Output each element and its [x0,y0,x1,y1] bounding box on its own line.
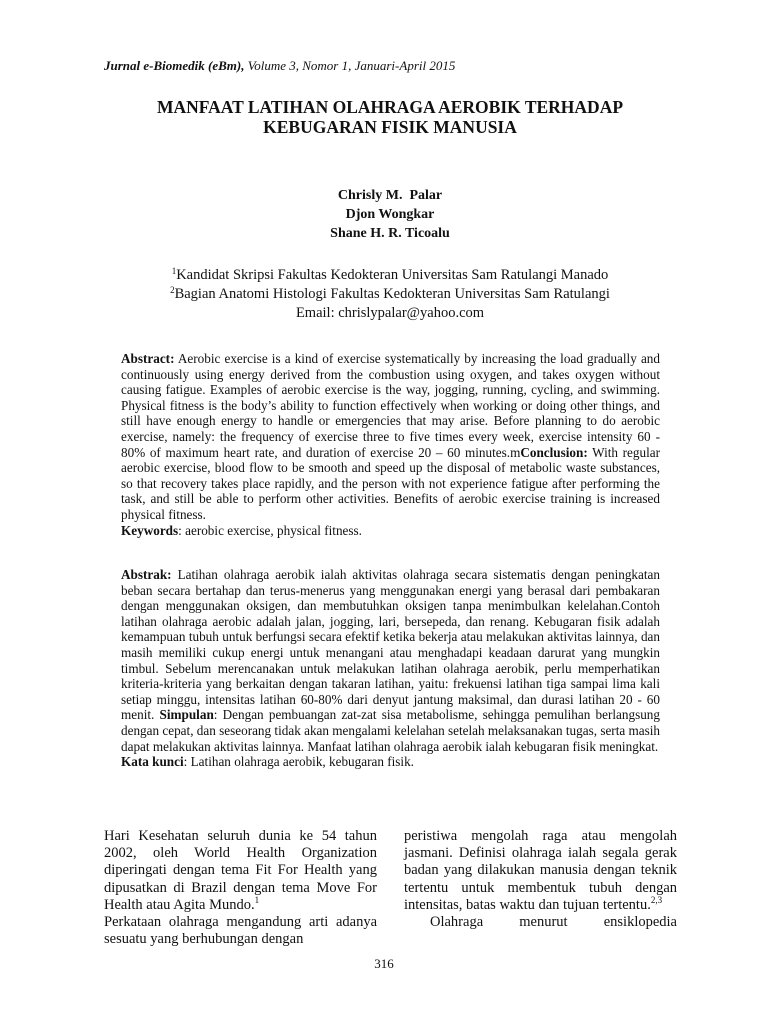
body-left-column [104,828,377,948]
title-line-2: KEBUGARAN FISIK MANUSIA [263,117,517,137]
left-column-text-2: Perkataan olahraga mengandung arti adanya sesuatu yang berhubungan dengan [104,914,377,948]
journal-name: Jurnal e-Biomedik (eBm), [104,58,245,73]
affiliation-1 [110,266,670,285]
kata-kunci-label: Kata kunci [121,754,184,770]
affiliation-2 [110,285,670,304]
abstrak-body [121,567,660,754]
right-column-ref: 2,3 [650,894,663,905]
keywords-text: : aerobic exercise, physical fitness. [178,522,362,538]
simpulan-label: Simpulan [159,707,214,723]
title-line-1: MANFAAT LATIHAN OLAHRAGA AEROBIK TERHADAP [156,97,624,117]
simpulan-text: : Dengan pembuangan zat-zat sisa metabolisme, sehingga pemulihan berlangsung dengan cepat, dan seseorang tidak akan mengalami kelelahan setelah melaksanakan tugas, serta masih dapat melakukan aktivitas lainnya. Manfaat latihan olahraga aerobik ialah kebugaran fisik meningkat. [121,707,661,754]
body-right-column [404,828,677,931]
journal-issue: Volume 3, Nomor 1, Januari-April 2015 [244,58,456,73]
affiliation-1-mark: 1 [171,266,177,276]
author-email: Email: chrislypalar@yahoo.com [295,305,485,321]
keywords-label: Keywords [121,522,179,538]
right-column-text-2: Olahraga menurut ensiklopedia [430,914,677,931]
abstract-label: Abstract: [121,351,175,366]
keywords-indonesian [121,754,660,770]
author-list [190,186,590,243]
abstrak-label: Abstrak: [121,567,172,582]
keywords-english [121,523,660,539]
affiliation-1-text: Kandidat Skripsi Fakultas Kedokteran Universitas Sam Ratulangi Manado [176,267,609,283]
affiliations [110,266,670,323]
abstract-text: Aerobic exercise is a kind of exercise systematically by increasing the load gradually and continuously using energy derived from the combustion using oxygen, and takes oxygen without causing fatigue. Examples of aerobic exercise is the way, jogging, running, cycling, and swimming. Physical fitness is the body’s ability to function effectively when working or doing other things, and still have enough energy to handle or emergencies that may arise. Before planning to do aerobic exercise, namely: the frequency of exercise three to five times every week, exercise intensity 60 - 80% of maximum heart rate, and duration of exercise 20 – 60 minutes.m [121,351,660,460]
affiliation-2-text: Bagian Anatomi Histologi Fakultas Kedokteran Universitas Sam Ratulangi [174,286,610,302]
left-column-text: Hari Kesehatan seluruh dunia ke 54 tahun 2002, oleh World Health Organization diperingati dengan tema Fit For Health yang dipusatkan di Brazil dengan tema Move For Health atau Agita Mundo. [104,828,377,913]
author-2: Djon Wongkar [345,207,435,222]
journal-header [104,58,455,74]
kata-kunci-text: : Latihan olahraga aerobik, kebugaran fisik. [183,754,414,770]
abstrak-text: Latihan olahraga aerobik ialah aktivitas olahraga secara sistematis dengan peningkatan beban secara bertahap dan terus-menerus yang menggunakan energi yang berasal dari pembakaran dengan menggunakan oksigen, dan membutuhkan oksigen tanpa menimbulkan kelelahan.Contoh latihan olahraga aerobic adalah jalan, jogging, lari, bersepeda, dan renang. Kebugaran fisik adalah kemampuan tubuh untuk berfungsi secara efektif ketika bekerja atau melakukan aktivitas lainnya, dan masih memiliki cukup energi untuk menangani atau menghadapi keadaan darurat yang mungkin timbul. Sebelum merencanakan untuk melakukan latihan olahraga aerobik, perlu memperhatikan kriteria-kriteria yang berkaitan dengan takaran latihan, yaitu: frekuensi latihan tiga sampai lima kali setiap minggu, intensitas latihan 60-80% dari denyut jantung maksimal, dan durasi latihan 20 - 60 menit. [121,567,660,723]
left-column-ref: 1 [254,894,260,905]
paper-title [90,97,690,137]
conclusion-text: With regular aerobic exercise, blood flow to be smooth and speed up the disposal of metabolic waste substances, so that recovery takes place rapidly, and the person with not experience fatigue after performing the task, and still be able to perform other activities. Benefits of aerobic exercise training is increased physical fitness. [121,444,660,522]
conclusion-label: Conclusion: [520,444,588,460]
affiliation-2-mark: 2 [170,285,175,295]
author-1: Chrisly M. Palar [337,188,443,203]
abstract-english-body [121,351,660,523]
page-number: 316 [374,956,394,971]
abstract-indonesian [121,567,660,770]
abstract-english [121,351,660,538]
right-column-text: peristiwa mengolah raga atau mengolah jasmani. Definisi olahraga ialah segala gerak badan yang dilakukan manusia dengan teknik tertentu untuk membentuk tubuh dengan intensitas, batas waktu dan tujuan tertentu. [404,828,677,913]
author-3: Shane H. R. Ticoalu [330,226,450,241]
